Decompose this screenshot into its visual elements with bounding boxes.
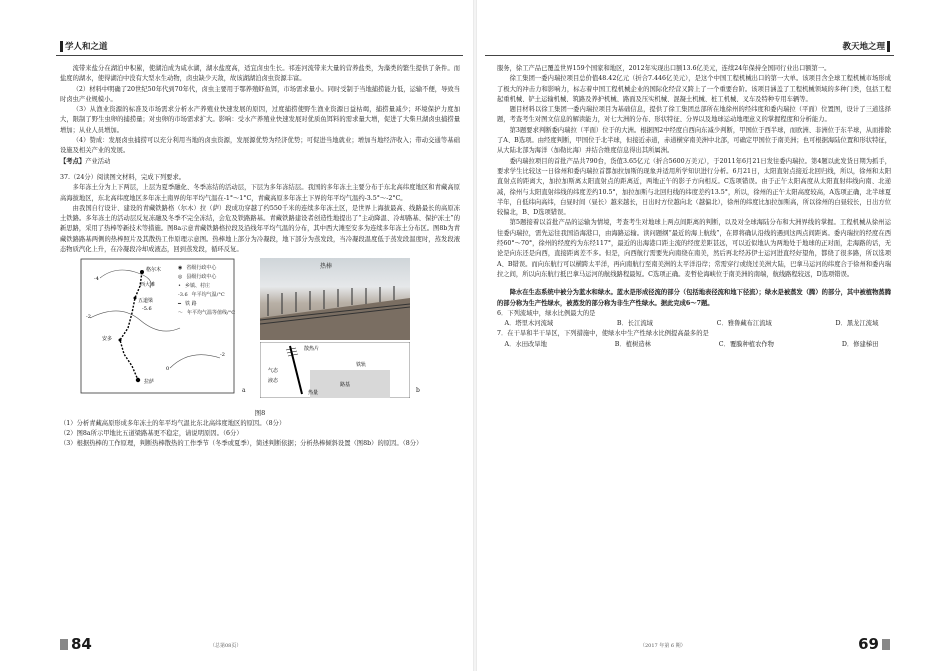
place-label: 五道梁 bbox=[138, 298, 154, 305]
diagram-label: 路基 bbox=[340, 382, 351, 389]
figure-caption: 图8 bbox=[254, 409, 266, 418]
isotherm-line bbox=[90, 311, 180, 331]
question-6-options bbox=[497, 319, 891, 329]
paragraph: （4）赞成：发展卤虫捕捞可以充分利用当地的卤虫资源，发展源优势为经济优势；可促进当地就业；增加当地经济收入；带动交通等基础设施及相关产业的发展。 bbox=[60, 137, 460, 155]
place-label: 格尔木 bbox=[146, 267, 162, 274]
railway-line bbox=[120, 272, 142, 380]
city-lhasa-marker bbox=[136, 378, 140, 382]
map-legend bbox=[178, 264, 235, 318]
diagram-label: 液态 bbox=[268, 378, 279, 385]
town-marker bbox=[134, 297, 137, 300]
question-7-options bbox=[497, 340, 891, 350]
figure-8 bbox=[60, 258, 460, 406]
paragraph: （2）材料中明确了20世纪50年代到70年代，卤虫主要用于鄂养殖虾鱼饵，市场需求量小。同时受制于当地捕捞能力低，运输不便，导致当时卤虫产业规模小。 bbox=[60, 85, 460, 103]
left-footer-note: （总第08页） bbox=[210, 643, 242, 649]
paragraph: 流带来盐分在湖泊中积累，使湖泊成为咸水湖，湖水盐度高，适宜卤虫生长。祁连河流带来大量的营养盐类，为藻类的繁生提供了条件。而盐度的湖水，使得湖泊中没有大型水生动物，卤虫缺少天敌，故该湖湖泊卤虫资源丰富。 bbox=[60, 65, 460, 83]
option-c[interactable]: C．雅鲁藏布江流域 bbox=[716, 320, 772, 328]
legend-item: ━ 铁 路 bbox=[178, 301, 197, 308]
isotherm-line bbox=[170, 355, 220, 368]
paragraph: 服务，徐工产品已覆盖世界159个国家和地区，2012年实现出口额13.6亿美元，连续24年保持全国同行业出口额第一。 bbox=[497, 65, 831, 72]
figure-b-label: b bbox=[416, 387, 420, 395]
header-bar-icon bbox=[887, 41, 890, 52]
left-header bbox=[60, 40, 108, 52]
legend-railway-icon: ━ bbox=[178, 301, 182, 308]
kaodian-label: 【考点】 bbox=[60, 157, 86, 165]
kaodian-text: 产业活动 bbox=[85, 157, 111, 165]
temp-value: -5.6 bbox=[142, 306, 152, 313]
isotherm-value: 0 bbox=[166, 366, 170, 373]
option-b[interactable]: B．植树造林 bbox=[614, 340, 651, 348]
header-bar-icon bbox=[60, 41, 63, 52]
legend-item: -3.6 年平均气温/°C bbox=[178, 292, 225, 299]
legend-item: ◎ 县级行政中心 bbox=[178, 274, 217, 281]
town-marker bbox=[119, 339, 122, 342]
paragraph: 第5题接着以首批产品的运输为情境，考查考生对地球上两点间距离的判断，以及对全球海陆分布和大洲界线的掌握。工程机械从徐州运往委内瑞拉，需先运往我国沿海港口，由海路运输。读问题纲“最近的海上航线”，在即将确认沿线的遇到这两点间距离。委内瑞拉的经度在西经60°～70°，徐州的经度约为东经117°，最近的出海港口距主流的经度差距甚远，可以近似地认为两地处于地球的正对面，走海路的话，无论是向东还是向西，直接距离差不多。但是，向西航行需要先向南绕在南美，然后再北经苏伊士运河进直经好望角，都绕了很多路，所以选项A、B错误。而向东航行可以横跨太平洋，再向南航行至南美洲的太平洋沿岸；常需穿行或绕过美洲大陆，巴拿马运河的纬度合于徐州和委内瑞拉之间，所以向东航行抵巴拿马运河的航线路程最短。C选项正确。麦哲伦海峡位于南美洲的南端，航线路程较远，D选项错误。 bbox=[497, 219, 891, 278]
figure-a-label: a bbox=[242, 387, 246, 395]
folio-block-icon bbox=[60, 639, 68, 650]
paragraph: （3）从渔业资源的标准及市场需求分析水产养殖业快速发展的原因，过度捕捞使野生渔业资源日益枯竭，捕捞量减少；环境保护力度加大，限制了野生虫卵的捕捞量；对虫卵的市场需求扩大。影响：受水产养殖业快速发展对优质鱼饵料的需求量大增，促进了大柴旦湖卤虫捕捞量增加；从业人员增加。 bbox=[60, 106, 460, 134]
question-item: （1）分析青藏高原形成多年冻土的年平均气温比东北高纬度地区的原因。（8分） bbox=[60, 419, 286, 427]
paragraph: 题目材料以徐工集团一委内瑞拉项目为基础信息，提供了徐工集团总部所在地徐州的经纬度和委内瑞拉（平面）位置图，设计了三道选择题，考查考生对图文信息的解读能力，对七大洲的分布、形状特征、分界以及地球运动地理意义的掌握程度和分析能力。 bbox=[497, 106, 891, 124]
place-label: 拉萨 bbox=[144, 379, 155, 386]
header-rule bbox=[56, 55, 463, 56]
railway-heat-pipe-photo bbox=[260, 258, 410, 340]
right-page bbox=[475, 0, 950, 671]
legend-item: ◉ 省级行政中心 bbox=[178, 265, 217, 272]
city-golmud-marker bbox=[140, 270, 144, 274]
question-7: 7．在干旱和半干旱区，下列措施中，使绿水中生产性绿水比例提高最多的是 bbox=[497, 330, 709, 338]
isotherm-value: -2 bbox=[220, 352, 225, 359]
legend-isotherm-icon: 〜 bbox=[178, 310, 184, 317]
photo-illustration bbox=[260, 258, 410, 340]
figure-8b-diagram bbox=[260, 342, 410, 398]
left-page-number: 84 bbox=[60, 635, 92, 653]
legend-provincial-icon: ◉ bbox=[178, 265, 183, 272]
question-6: 6．下列流域中，绿水比例最大的是 bbox=[497, 309, 596, 317]
paragraph: 委内瑞拉项目的首批产品共790台，货值3.65亿元（折合5600万美元），于2011年6月21日发往委内瑞拉。第4题以此发货日期为抓手，要求学生比较这一日徐州和委内瑞拉首都加拉加斯的现象并适用所学知识进行分析。6月21日，太阳直射点接近北回归线，所以，徐州和太阳直射点的距离大，加拉加斯离太阳直射点的距离近，两地正午的影子方向相反。C选项错误。由于正午太阳高度从太阳直射纬线向南、北递减，徐州与太阳直射纬线的纬度差约10.5°，加拉加斯与北回归线的纬度差约13.5°，所以，徐州的正午太阳高度较高，A选项正确，北半球夏半年，自低纬向高纬，白昼时间（昼长）越来越长，日出时方位越向北（越偏北），徐州的纬度比加拉加斯高，所以徐州的白昼较长，日出方位较偏北，B、D选项错误。 bbox=[497, 157, 891, 217]
photo-label: 热棒 bbox=[320, 263, 333, 271]
paragraph: 多年冻土分为上下两层，上层为夏季融化、冬季冻结的活动层，下层为多年冻结层。我国的多年冻土主要分布于东北高纬度地区和青藏高原高海拔地区，东北高纬度地区多年冻土南界的年平均气温在-1°～1°C，青藏高原多年冻土下界的年平均气温约-3.5°～-2°C。 bbox=[60, 184, 460, 202]
isotherm-value: -2 bbox=[86, 314, 91, 321]
paragraph: 由我国自行设计、建设的青藏铁路格（尔木）拉（萨）段成功穿越了约550千米的连续多年冻土区，是世界上海拔最高、线路最长的高原冻土铁路。多年冻土的活动层反复冻融及冬季不完全冻结，会危及铁路路基。青藏铁路建设者创造性地提出了“主动降温、冷却路基、保护冻土”的新思路，采用了热棒等新技术等措施。图8a示意青藏铁路格拉段及沿线年平均气温的分布，其中西大滩至安多为连续多年冻土分布区。图8b为青藏铁路路基两侧的热棒照片及其散热工作原理示意图。热棒地上部分为冷凝段，地下部分为蒸发段，当冷凝段温度低于蒸发段温度时，蒸发段液态物质汽化上升，在冷凝段冷却成液态，回到蒸发段，循环反复。 bbox=[60, 204, 460, 254]
kaodian-line bbox=[60, 157, 460, 167]
paragraph: 第3题要求判断委内瑞拉（平面）位于的大洲。根据图2中经度自西向东减少判断，甲国位于西半球，而欧洲、非洲位于东半球，从而排除了A、B选项。由经度判断，甲国位于北半球，但接近赤道，赤道横穿南美洲中北部，可确定甲国位于南美洲；也可根据海陆位置和形状特征，从大陆北部为海洋（加勒比海）并结合维度信息得出其所属洲。 bbox=[497, 126, 891, 155]
right-page-number: 69 bbox=[858, 635, 890, 653]
folio-block-icon bbox=[882, 639, 890, 650]
diagram-label: 铁轨 bbox=[356, 362, 367, 369]
diagram-label: 散热片 bbox=[304, 346, 320, 353]
place-label: 安多 bbox=[102, 336, 113, 343]
option-a[interactable]: A．塔里木河流域 bbox=[504, 320, 554, 328]
legend-item: 〜 年平均气温等值线/°C bbox=[178, 310, 236, 317]
question-item: （2）图8a所示甲地比五道梁路基更不稳定，请说明原因。（6分） bbox=[60, 429, 243, 437]
left-header-title: 学人和之道 bbox=[65, 42, 108, 52]
green-water-intro: 降水在生态系统中被分为蓝水和绿水。蓝水是形成径流的部分（包括地表径流和地下径流）；绿水是被蒸发（腾）的部分，其中被植物蒸腾的部分称为生产性绿水，被蒸发的部分称为非生产性绿水。据此完成6～7题。 bbox=[497, 289, 891, 307]
header-rule bbox=[485, 55, 894, 56]
right-column bbox=[497, 64, 891, 350]
option-b[interactable]: B．长江流域 bbox=[616, 320, 653, 328]
option-d[interactable]: D．黑龙江流域 bbox=[835, 320, 879, 328]
option-c[interactable]: C．覆膜种植农作物 bbox=[718, 340, 774, 348]
right-header bbox=[842, 40, 890, 52]
right-header-title: 教天地之理 bbox=[842, 42, 885, 52]
paragraph: 徐工集团一委内瑞拉项目总价值48.42亿元（折合7.446亿美元），是这个中国工程机械出口的第一大单。该项目含全球工程机械市场形成了极大的冲击力和影响力，标志着中国工程机械企业的国际化经营又跨上了一个重要台阶。该项目涵盖了工程机械领域的多种门类，包括工程起重机械、铲土运输机械、筑路及养护机械、路面及压实机械、混凝土机械、桩工机械、叉车及特种专用车辆等。 bbox=[497, 75, 891, 103]
question-item: （3）根据热棒的工作原理，判断热棒散热的工作季节（冬季或夏季），简述判断依据；分析热棒倾斜设置（图8b）的原因。（8分） bbox=[60, 440, 423, 448]
place-label: 西大滩 bbox=[140, 282, 156, 289]
isotherm-value: -4 bbox=[94, 276, 99, 283]
left-column bbox=[60, 64, 460, 450]
option-d[interactable]: D．修建梯田 bbox=[841, 340, 879, 348]
question-37-intro: 37.（24分）阅读图文材料，完成下列要求。 bbox=[60, 173, 186, 181]
legend-town-icon: • bbox=[178, 283, 181, 290]
legend-temp-value: -3.6 bbox=[178, 292, 188, 299]
option-a[interactable]: A．水田改旱地 bbox=[504, 340, 547, 348]
diagram-label: 气态 bbox=[268, 368, 279, 375]
diagram-label: 热量 bbox=[308, 390, 319, 397]
right-footer-note: （2017 年第 6 期） bbox=[640, 643, 686, 649]
legend-county-icon: ◎ bbox=[178, 274, 183, 281]
legend-item: • 乡镇、村庄 bbox=[178, 283, 210, 290]
